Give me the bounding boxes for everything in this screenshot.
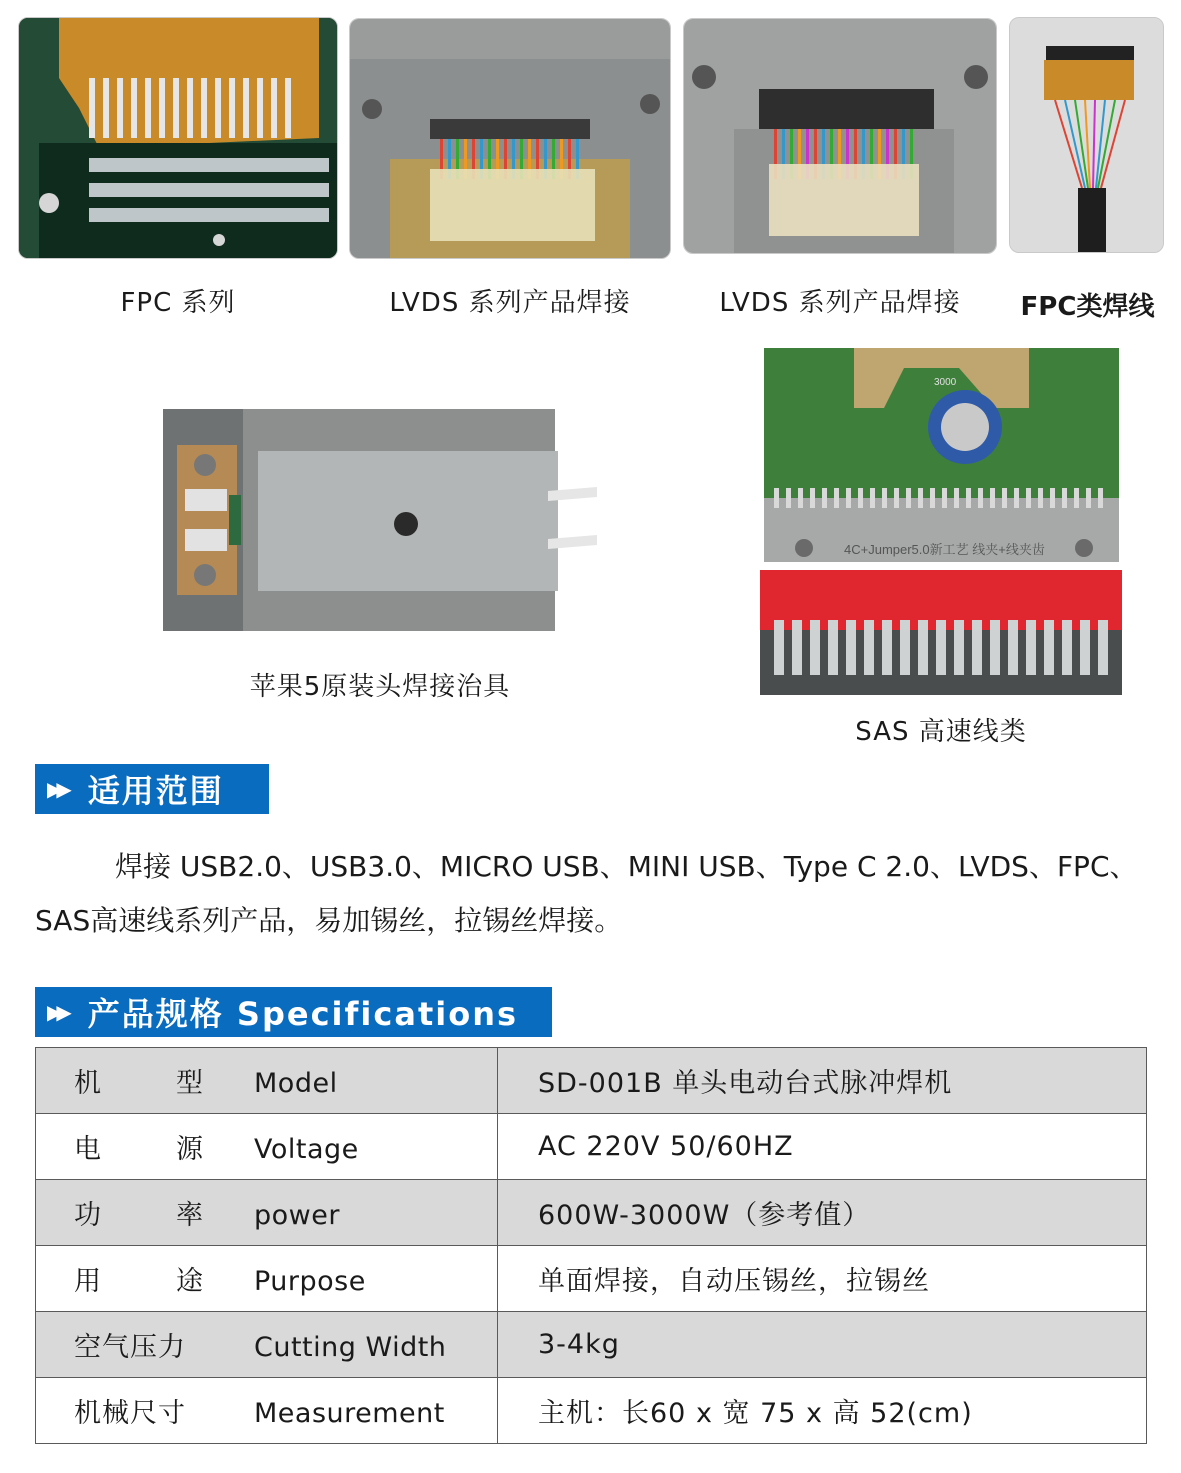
spec-value: 单面焊接，自动压锡丝，拉锡丝 [498,1246,1147,1312]
spec-label-en: power [254,1200,340,1231]
lvds-welding-photo-2 [683,18,997,254]
spec-label-cn-char: 电 [74,1134,102,1165]
spec-label-cn [36,1259,254,1298]
specs-section-header [35,987,552,1037]
spec-row-purpose [36,1246,1147,1312]
apple5-fixture-photo [163,409,597,631]
spec-value: AC 220V 50/60HZ [498,1114,1147,1180]
spec-row-air-pressure [36,1312,1147,1378]
spec-row-measurement [36,1378,1147,1444]
spec-label-cn [36,1127,254,1166]
spec-label-cn-char: 途 [176,1266,204,1297]
spec-label-cn-char: 机 [74,1068,102,1099]
spec-label-cn-char: 功 [74,1200,102,1231]
spec-label-cell [36,1312,498,1378]
spec-label-cn: 空气压力 [74,1332,186,1363]
caption-sas-cable: SAS 高速线类 [855,717,1027,747]
caption-fpc-wire-welding: FPC类焊线 [1020,292,1155,322]
scope-description: 焊接 USB2.0、USB3.0、MICRO USB、MINI USB、Type C 2.0、LVDS、FPC、SAS高速线系列产品，易加锡丝，拉锡丝焊接。 [35,850,1138,937]
caption-apple5-fixture: 苹果5原装头焊接治具 [249,672,511,702]
spec-label-en: Voltage [254,1134,359,1165]
spec-row-power [36,1180,1147,1246]
sas-board-text: 3000 [934,377,957,388]
spec-label-cn-char: 源 [176,1134,204,1165]
spec-value: 主机：长60 x 宽 75 x 高 52(cm) [498,1378,1147,1444]
spec-label-cell [36,1180,498,1246]
spec-value: SD-001B 单头电动台式脉冲焊机 [498,1048,1147,1114]
spec-row-voltage [36,1114,1147,1180]
spec-label-en: Measurement [254,1398,445,1429]
scope-heading: 适用范围 [87,772,224,810]
fpc-wire-welding-photo [1009,17,1164,253]
specs-table [35,1047,1147,1444]
spec-value: 600W-3000W（参考值） [498,1180,1147,1246]
caption-lvds-welding-2: LVDS 系列产品焊接 [719,288,961,318]
spec-label-cn-char: 用 [74,1266,102,1297]
caption-lvds-welding-1: LVDS 系列产品焊接 [389,288,631,318]
spec-label-cell [36,1048,498,1114]
spec-label-en: Purpose [254,1266,366,1297]
caption-fpc-series: FPC 系列 [120,288,236,318]
scope-section-header [35,764,269,814]
sas-fixture-label: 4C+Jumper5.0新工艺 线夹+线夹齿 [844,542,1045,557]
spec-label-cell [36,1378,498,1444]
spec-label-cell [36,1114,498,1180]
spec-value: 3-4kg [498,1312,1147,1378]
spec-label-en: Cutting Width [254,1332,447,1363]
spec-label-cn-char: 型 [176,1068,204,1099]
double-chevron-right-icon: ▶▶ [47,1000,66,1024]
spec-row-model [36,1048,1147,1114]
specs-heading: 产品规格 Specifications [87,995,519,1033]
spec-label-en: Model [254,1068,338,1099]
sas-welding-photo-bottom [760,570,1122,695]
spec-label-cn: 机械尺寸 [74,1398,186,1429]
spec-label-cell [36,1246,498,1312]
sas-welding-photo-top [764,348,1119,562]
double-chevron-right-icon: ▶▶ [47,777,66,801]
spec-label-cn [36,1193,254,1232]
fpc-series-photo [18,17,338,259]
spec-label-cn [36,1061,254,1100]
lvds-welding-photo-1 [349,18,671,259]
spec-label-cn-char: 率 [176,1200,204,1231]
